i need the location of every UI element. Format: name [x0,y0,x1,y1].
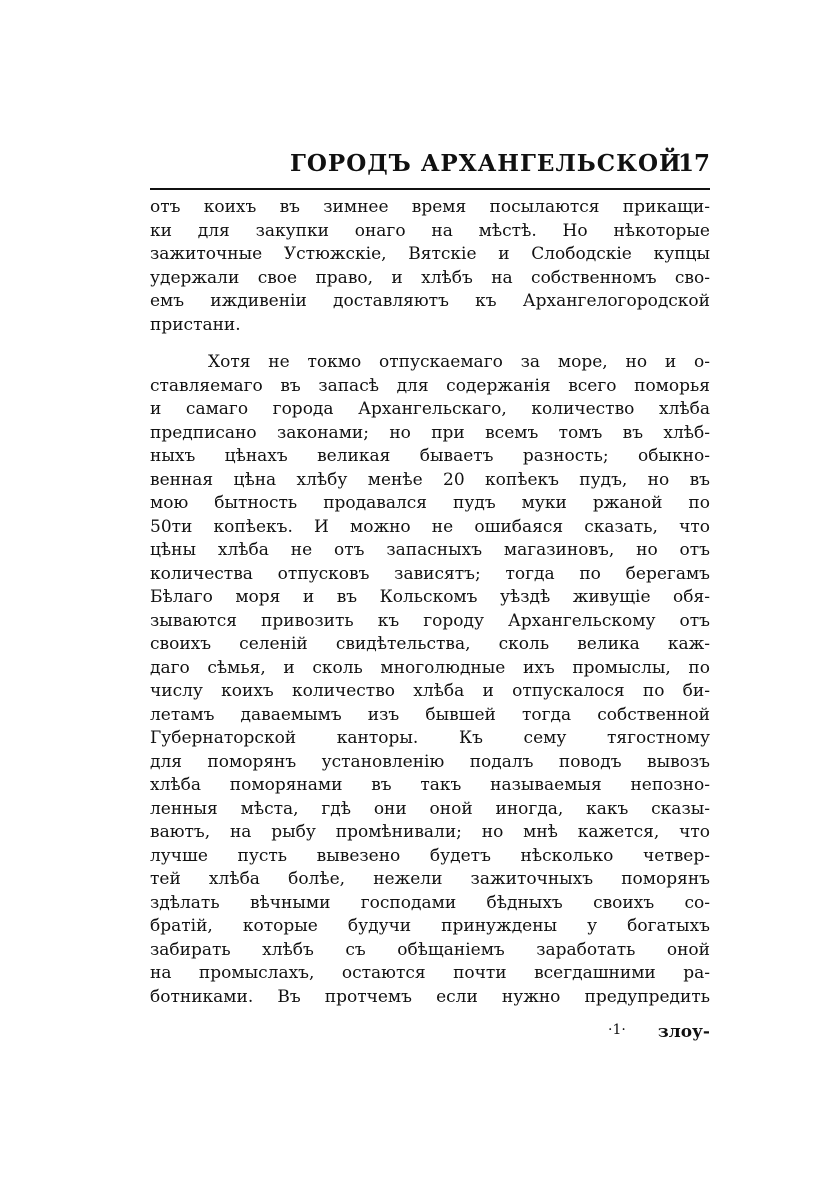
text-line: для поморянъ установленію подалъ поводъ вывозъ [150,751,710,772]
text-line: лучше пусть вывезено будетъ нѣсколько четвер- [150,845,710,866]
text-line: и самаго города Архангельскаго, количество хлѣба [150,399,710,419]
text-line: удержали свое право, и хлѣбъ на собственномъ сво- [150,267,710,288]
running-head-title: ГОРОДЪ АРХАНГЕЛЬСКОЙ [290,150,682,177]
text-line: ленныя мѣста, гдѣ они оной иногда, какъ сказы- [150,798,710,819]
text-line: зажиточные Устюжскіе, Вятскіе и Слободскіе купцы [150,244,710,264]
text-line: цѣны хлѣба не отъ запасныхъ магазиновъ, но отъ [150,540,710,560]
text-line: здѣлать вѣчными господами бѣдныхъ своихъ со- [150,892,710,913]
running-header [150,150,710,186]
page-number: 17 [677,150,710,177]
text-line: емъ иждивеніи доставляютъ къ Архангелогородской [150,291,710,311]
text-line: Губернаторской канторы. Къ сему тягостному [150,728,710,748]
paragraph-gap [150,337,710,351]
text-line: количества отпусковъ зависятъ; тогда по берегамъ [150,563,710,584]
text-line: на промыслахъ, остаются почти всегдашними ра- [150,963,710,983]
text-line: ставляемаго въ запасѣ для содержанія всего поморья [150,375,710,396]
text-line: Бѣлаго моря и въ Кольскомъ уѣздѣ живущіе обя- [150,587,710,607]
signature-mark: ·1· [608,1022,626,1038]
text-line: мою бытность продавался пудъ муки ржаной по [150,493,710,513]
paragraph [150,196,710,337]
text-line: ки для закупки онаго на мѣстѣ. Но нѣкоторые [150,220,710,241]
text-line: ныхъ цѣнахъ великая бываетъ разность; обыкно- [150,446,710,466]
header-rule [150,188,710,190]
text-line: венная цѣна хлѣбу менѣе 20 копѣекъ пудъ, но въ [150,469,710,490]
text-line: предписано законами; но при всемъ томъ въ хлѣб- [150,422,710,443]
text-line: зываются привозить къ городу Архангельскому отъ [150,610,710,631]
page-footer [150,1022,710,1046]
text-line: хлѣба поморянами въ такъ называемыя непознo- [150,775,710,795]
paragraph [150,351,710,1009]
text-line: пристани. [150,314,241,335]
catchword: злоу- [657,1022,710,1042]
text-line: своихъ селеній свидѣтельства, сколь велика каж- [150,634,710,654]
text-line: числу коихъ количество хлѣба и отпускалося по би- [150,681,710,701]
text-line: братій, которые будучи принуждены у богатыхъ [150,916,710,936]
text-line: ботниками. Въ протчемъ если нужно предупредить [150,986,710,1007]
text-line: ваютъ, на рыбу промѣнивали; но мнѣ кажется, что [150,822,710,842]
text-line: забирать хлѣбъ съ обѣщаніемъ заработать оной [150,939,710,960]
text-line: даго сѣмья, и сколь многолюдные ихъ промыслы, по [150,657,710,678]
text-line: летамъ даваемымъ изъ бывшей тогда собственной [150,704,710,725]
text-line: тей хлѣба болѣе, нежели зажиточныхъ поморянъ [150,869,710,889]
text-line: 50ти копѣекъ. И можно не ошибаяся сказать, что [150,516,710,537]
text-line: Хотя не токмо отпускаемаго за море, но и о- [208,352,710,372]
text-line: отъ коихъ въ зимнее время посылаются прикащи- [150,197,710,217]
text-body [150,196,710,1009]
